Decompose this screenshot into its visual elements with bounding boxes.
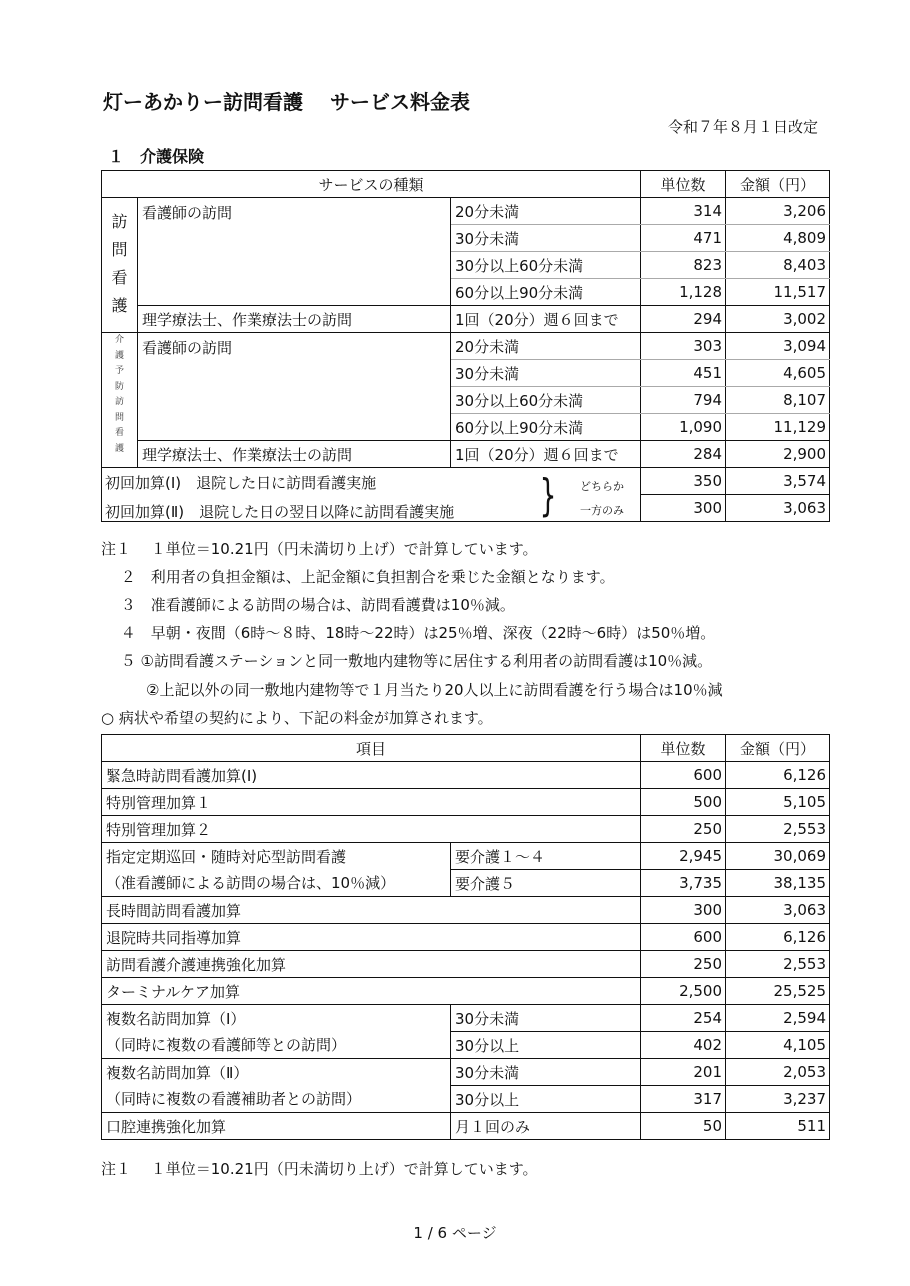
- item-label: 指定定期巡回・随時対応型訪問看護: [102, 843, 451, 870]
- table-row: [102, 951, 830, 978]
- amount-cell: 2,594: [726, 1005, 830, 1032]
- duration-cell: 1回（20分）週６回まで: [451, 306, 641, 333]
- note-4: ４ 早朝・夜間（6時～８時、18時～22時）は25％増、深夜（22時～6時）は50％増。: [101, 624, 716, 642]
- table-row: [102, 978, 830, 1005]
- duration-cell: 30分以上60分未満: [451, 252, 641, 279]
- header-item: 項目: [102, 735, 641, 762]
- note-5-1: ５ ①訪問看護ステーションと同一敷地内建物等に居住する利用者の訪問看護は10％減。: [101, 652, 713, 670]
- revision-date: 令和７年８月１日改定: [667, 118, 818, 136]
- amount-cell: 3,574: [726, 468, 830, 495]
- units-cell: 294: [641, 306, 726, 333]
- sub-item: 要介護５: [451, 870, 641, 897]
- table-row: [102, 1032, 830, 1059]
- units-cell: 50: [641, 1113, 726, 1140]
- table-row: [102, 843, 830, 870]
- sub-item: 要介護１～４: [451, 843, 641, 870]
- units-cell: 300: [641, 897, 726, 924]
- units-cell: 600: [641, 924, 726, 951]
- item-label: 緊急時訪問看護加算(Ⅰ): [102, 762, 641, 789]
- units-cell: 284: [641, 441, 726, 468]
- header-amount: 金額（円）: [726, 735, 830, 762]
- table-row: [102, 333, 830, 360]
- units-cell: 823: [641, 252, 726, 279]
- units-cell: 1,090: [641, 414, 726, 441]
- table-row: [102, 816, 830, 843]
- duration-cell: 60分以上90分未満: [451, 279, 641, 306]
- table-row: [102, 897, 830, 924]
- units-cell: 350: [641, 468, 726, 495]
- item-label: 複数名訪問加算（Ⅰ）: [102, 1005, 451, 1032]
- units-cell: 794: [641, 387, 726, 414]
- units-cell: 314: [641, 198, 726, 225]
- initial-addition-cell: [102, 468, 641, 522]
- table-row: [102, 441, 830, 468]
- units-cell: 600: [641, 762, 726, 789]
- table-row: [102, 1059, 830, 1086]
- units-cell: 254: [641, 1005, 726, 1032]
- amount-cell: 2,053: [726, 1059, 830, 1086]
- sub-item: 30分以上: [451, 1086, 641, 1113]
- units-cell: 300: [641, 495, 726, 522]
- item-sublabel: （同時に複数の看護補助者との訪問）: [102, 1086, 451, 1113]
- page-title: 灯ーあかりー訪問看護 サービス料金表: [103, 90, 470, 114]
- units-cell: 2,945: [641, 843, 726, 870]
- units-cell: 317: [641, 1086, 726, 1113]
- header-service-type: サービスの種類: [102, 171, 641, 198]
- amount-cell: 8,403: [726, 252, 830, 279]
- footnote: 注１ １単位＝10.21円（円未満切り上げ）で計算しています。: [101, 1160, 538, 1178]
- table-row: [102, 870, 830, 897]
- duration-cell: 30分以上60分未満: [451, 387, 641, 414]
- table-header-row: [102, 171, 830, 198]
- therapist-visit-label: 理学療法士、作業療法士の訪問: [138, 306, 451, 333]
- amount-cell: 2,900: [726, 441, 830, 468]
- table-row: [102, 468, 830, 495]
- table-row: [102, 306, 830, 333]
- table-row: [102, 1086, 830, 1113]
- table-row: [102, 924, 830, 951]
- item-label: ターミナルケア加算: [102, 978, 641, 1005]
- duration-cell: 20分未満: [451, 333, 641, 360]
- section-heading: １ 介護保険: [108, 147, 205, 166]
- group-label-home-nursing: 訪 問 看 護: [102, 198, 138, 333]
- note-2: ２ 利用者の負担金額は、上記金額に負担割合を乗じた金額となります。: [101, 568, 615, 586]
- amount-cell: 6,126: [726, 762, 830, 789]
- sub-item: 30分未満: [451, 1059, 641, 1086]
- initial-addition-2-label: 初回加算(Ⅱ) 退院した日の翌日以降に訪問看護実施: [105, 503, 455, 521]
- amount-cell: 11,517: [726, 279, 830, 306]
- units-cell: 250: [641, 951, 726, 978]
- amount-cell: 2,553: [726, 816, 830, 843]
- amount-cell: 5,105: [726, 789, 830, 816]
- duration-cell: 60分以上90分未満: [451, 414, 641, 441]
- item-label: 口腔連携強化加算: [102, 1113, 451, 1140]
- item-label: 特別管理加算２: [102, 816, 641, 843]
- amount-cell: 3,094: [726, 333, 830, 360]
- item-label: 長時間訪問看護加算: [102, 897, 641, 924]
- amount-cell: 3,063: [726, 495, 830, 522]
- units-cell: 201: [641, 1059, 726, 1086]
- table-row: [102, 198, 830, 225]
- header-amount: 金額（円）: [726, 171, 830, 198]
- amount-cell: 511: [726, 1113, 830, 1140]
- units-cell: 3,735: [641, 870, 726, 897]
- therapist-visit-label: 理学療法士、作業療法士の訪問: [138, 441, 451, 468]
- amount-cell: 3,002: [726, 306, 830, 333]
- item-label: 特別管理加算１: [102, 789, 641, 816]
- amount-cell: 8,107: [726, 387, 830, 414]
- amount-cell: 3,063: [726, 897, 830, 924]
- amount-cell: 25,525: [726, 978, 830, 1005]
- note-1: 注１ １単位＝10.21円（円未満切り上げ）で計算しています。: [101, 540, 538, 558]
- duration-cell: 30分未満: [451, 225, 641, 252]
- amount-cell: 4,809: [726, 225, 830, 252]
- units-cell: 471: [641, 225, 726, 252]
- table-row: [102, 762, 830, 789]
- item-label: 退院時共同指導加算: [102, 924, 641, 951]
- nurse-visit-label: 看護師の訪問: [138, 198, 451, 306]
- additional-fees-intro: ○ 病状や希望の契約により、下記の料金が加算されます。: [101, 709, 493, 727]
- nurse-visit-label: 看護師の訪問: [138, 333, 451, 441]
- item-label: 訪問看護介護連携強化加算: [102, 951, 641, 978]
- header-units: 単位数: [641, 735, 726, 762]
- sub-item: 月１回のみ: [451, 1113, 641, 1140]
- duration-cell: 20分未満: [451, 198, 641, 225]
- table-row: [102, 789, 830, 816]
- units-cell: 303: [641, 333, 726, 360]
- note-5-2: ②上記以外の同一敷地内建物等で１月当たり20人以上に訪問看護を行う場合は10％減: [101, 681, 723, 699]
- amount-cell: 3,237: [726, 1086, 830, 1113]
- page-number: 1 / 6 ページ: [413, 1224, 497, 1242]
- initial-addition-1-label: 初回加算(Ⅰ) 退院した日に訪問看護実施: [105, 474, 377, 492]
- amount-cell: 3,206: [726, 198, 830, 225]
- amount-cell: 2,553: [726, 951, 830, 978]
- units-cell: 500: [641, 789, 726, 816]
- amount-cell: 11,129: [726, 414, 830, 441]
- group-label-preventive-nursing: 介 護 予 防 訪 問 看 護: [102, 333, 138, 468]
- either-note-line2: 一方のみ: [580, 504, 624, 517]
- brace-icon: }: [539, 470, 557, 521]
- units-cell: 1,128: [641, 279, 726, 306]
- units-cell: 402: [641, 1032, 726, 1059]
- amount-cell: 30,069: [726, 843, 830, 870]
- duration-cell: 30分未満: [451, 360, 641, 387]
- units-cell: 250: [641, 816, 726, 843]
- sub-item: 30分以上: [451, 1032, 641, 1059]
- item-sublabel: （准看護師による訪問の場合は、10％減）: [102, 870, 451, 897]
- amount-cell: 4,605: [726, 360, 830, 387]
- amount-cell: 38,135: [726, 870, 830, 897]
- amount-cell: 4,105: [726, 1032, 830, 1059]
- additional-fees-table: [101, 734, 830, 1140]
- table-header-row: [102, 735, 830, 762]
- units-cell: 451: [641, 360, 726, 387]
- note-3: ３ 准看護師による訪問の場合は、訪問看護費は10％減。: [101, 596, 515, 614]
- care-insurance-table: [101, 170, 830, 522]
- sub-item: 30分未満: [451, 1005, 641, 1032]
- header-units: 単位数: [641, 171, 726, 198]
- duration-cell: 1回（20分）週６回まで: [451, 441, 641, 468]
- table-row: [102, 1113, 830, 1140]
- either-note-line1: どちらか: [580, 480, 624, 493]
- table-row: [102, 1005, 830, 1032]
- item-label: 複数名訪問加算（Ⅱ）: [102, 1059, 451, 1086]
- units-cell: 2,500: [641, 978, 726, 1005]
- amount-cell: 6,126: [726, 924, 830, 951]
- item-sublabel: （同時に複数の看護師等との訪問）: [102, 1032, 451, 1059]
